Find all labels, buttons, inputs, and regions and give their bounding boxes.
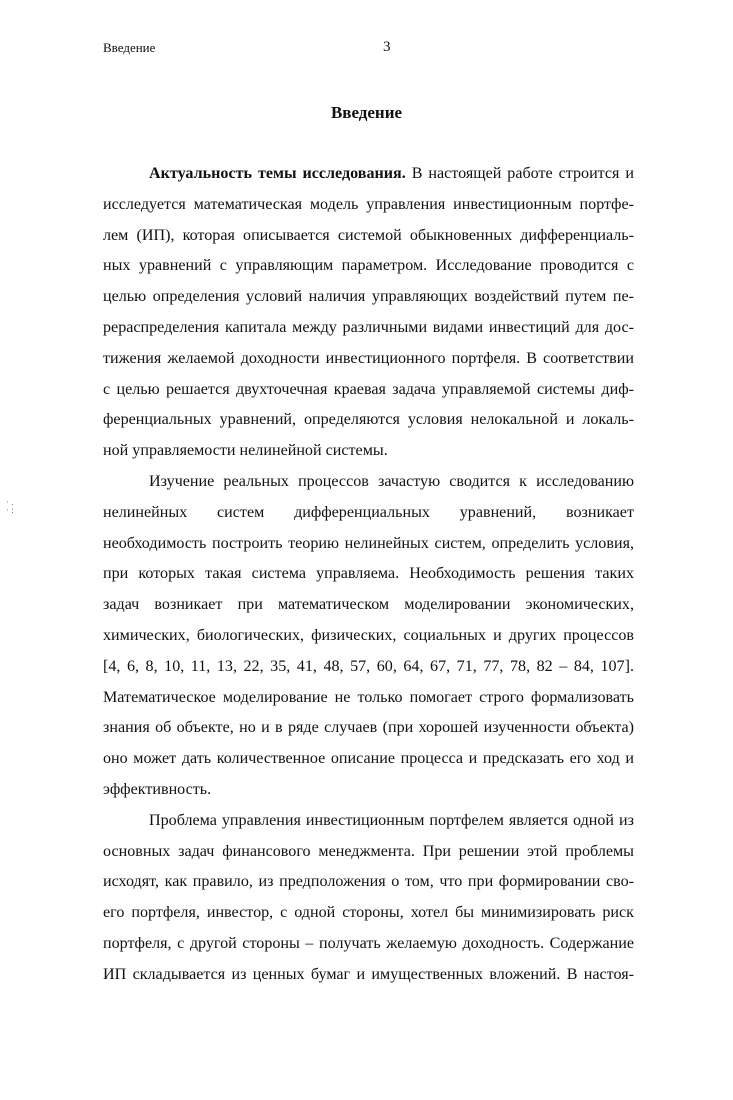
paragraph-line: необходимость построить теорию нелинейных систем, определить условия, <box>103 534 634 552</box>
paragraph-line: Актуальность темы исследования. В настоящей работе строится и <box>149 165 634 182</box>
paragraph-line: химических, биологических, физических, социальных и других процессов <box>103 626 634 644</box>
paragraph-line: ференциальных уравнений, определяются условия нелокальной и локаль- <box>103 411 634 429</box>
paragraph-line: ных уравнений с управляющим параметром. Исследование проводится с <box>103 257 634 275</box>
section-title: Введение <box>330 103 403 122</box>
paragraph-line: исследуется математическая модель управления инвестиционным портфе- <box>103 195 634 213</box>
paragraph-line: Математическое моделирование не только помогает строго формализовать <box>103 688 634 706</box>
paragraph-line: при которых такая система управляема. Необходимость решения таких <box>103 565 634 583</box>
paragraph-line: лем (ИП), которая описывается системой обыкновенных дифференциаль- <box>103 226 634 244</box>
paragraph-line: ИП складывается из ценных бумаг и имущественных вложений. В настоя- <box>103 965 634 983</box>
paragraph-line: ной управляемости нелинейной системы. <box>103 442 388 460</box>
paragraph-line: рераспределения капитала между различными видами инвестиций для дос- <box>103 318 634 336</box>
paragraph-line: задач возникает при математическом моделировании экономических, <box>103 596 634 614</box>
paragraph-line: целью определения условий наличия управляющих воздействий путем пе- <box>103 288 634 306</box>
paragraph-line: основных задач финансового менеджмента. При решении этой проблемы <box>103 842 634 860</box>
paragraph-line: эффективность. <box>103 780 212 798</box>
paragraph-line: исходят, как правило, из предположения о том, что при формировании сво- <box>103 873 634 891</box>
paragraph-line: Проблема управления инвестиционным портфелем является одной из <box>149 811 634 829</box>
page-number: 3 <box>383 39 391 55</box>
paragraph-line: оно может дать количественное описание процесса и предсказать его ход и <box>103 750 634 768</box>
running-head: Введение <box>103 40 156 55</box>
paragraph-line: [4, 6, 8, 10, 11, 13, 22, 35, 41, 48, 57, 60, 64, 67, 71, 77, 78, 82 – 84, 107]. <box>103 657 634 675</box>
paragraph-line: тижения желаемой доходности инвестиционного портфеля. В соответствии <box>103 349 634 367</box>
paragraph-line: Изучение реальных процессов зачастую сводится к исследованию <box>149 472 634 490</box>
paragraph-line: его портфеля, инвестор, с одной стороны, хотел бы минимизировать риск <box>103 904 634 922</box>
paragraph-line: портфеля, с другой стороны – получать желаемую доходность. Содержание <box>103 934 634 952</box>
paragraph-lead: Актуальность темы исследования. <box>149 165 406 182</box>
body-text <box>103 159 634 991</box>
paragraph-line: нелинейных систем дифференциальных уравнений, возникает <box>103 503 634 521</box>
paragraph-line: знания об объекте, но и в ряде случаев (при хорошей изученности объекта) <box>103 719 634 737</box>
margin-scan-marks: · . · : <box>6 497 14 515</box>
paragraph-line: с целью решается двухточечная краевая задача управляемой системы диф- <box>103 380 634 398</box>
